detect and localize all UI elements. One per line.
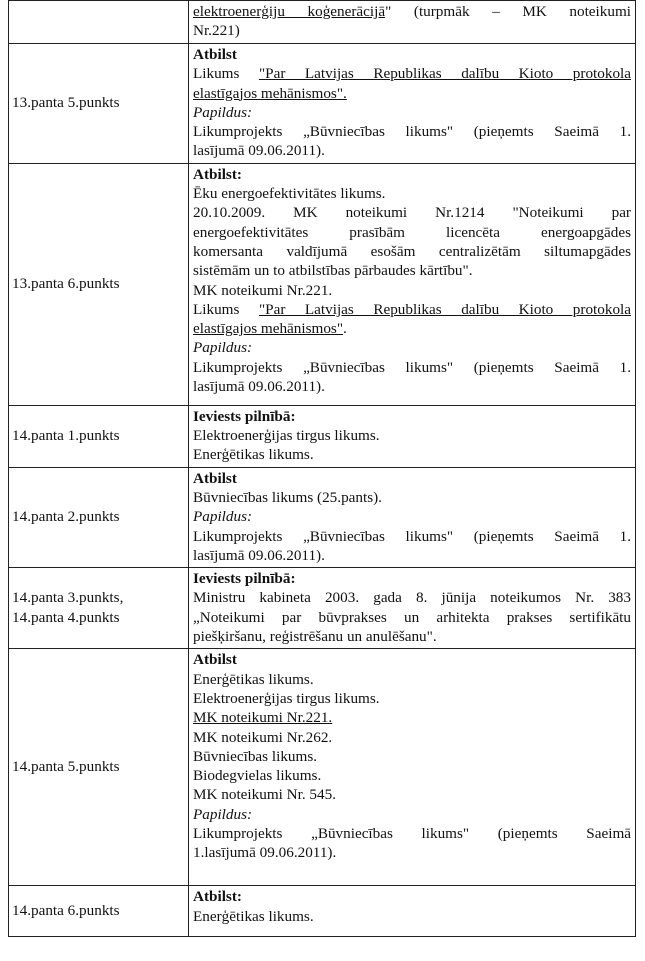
implementation-line [193,64,631,83]
implementation-line [193,527,631,546]
implementation-cell [189,467,636,567]
implementation-line [193,426,631,445]
table-row [9,44,636,164]
article-label: 14.panta 4.punkts [12,608,120,626]
article-cell [9,568,189,649]
implementation-cell [189,649,636,886]
implementation-line [193,300,631,319]
implementation-line [193,469,631,488]
line-text: elektroenerģiju koģenerācijā [193,3,386,20]
implementation-line [193,184,631,203]
implementation-cell [189,1,636,44]
law-title-link: "Par Latvijas Republikas dalību Kioto protokola [258,65,631,83]
line-text: Enerģētikas likums. [193,670,314,688]
table-body [9,1,636,937]
line-text: Ēku energoefektivitātes likums. [193,185,386,203]
implementation-line [193,569,631,588]
line-text: Likumprojekts „Būvniecības likums" (pieņemts Saeimā 1. [193,123,631,141]
implementation-line [193,445,631,464]
line-text: Elektroenerģijas tirgus likums. [193,689,380,707]
implementation-line [193,843,631,862]
line-text: Atbilst: [193,165,242,183]
implementation-cell [189,405,636,467]
article-label: 14.panta 6.punkts [12,902,120,920]
article-label: 14.panta 5.punkts [12,758,120,776]
implementation-line [193,45,631,64]
line-text: Ministru kabineta 2003. gada 8. jūnija noteikumos Nr. 383 [193,589,631,607]
line-text: komersanta valdījumā esošām centralizētām siltumapgādes [193,242,631,260]
implementation-line [193,588,631,607]
table-row [9,163,636,405]
transposition-table [8,0,636,937]
line-text: elastīgajos mehānismos" [193,320,344,338]
implementation-cell [189,886,636,937]
implementation-line [193,103,631,122]
table-row [9,886,636,937]
implementation-line [193,2,631,21]
article-cell [9,1,189,44]
implementation-line [193,122,631,141]
implementation-line [193,223,631,242]
table-row [9,568,636,649]
implementation-line [193,728,631,747]
table-row [9,467,636,567]
implementation-line [193,785,631,804]
line-text: Likumprojekts „Būvniecības likums" (pieņemts Saeimā 1. [193,527,631,545]
line-text: lasījumā 09.06.2011). [193,546,325,564]
line-text: Papildus: [193,805,253,823]
article-cell [9,886,189,937]
implementation-line [193,546,631,565]
implementation-line [193,407,631,426]
line-text: lasījumā 09.06.2011). [193,142,325,160]
line-text: Likumprojekts „Būvniecības likums" (pieņemts Saeimā 1. [193,358,631,376]
implementation-line [193,887,631,906]
line-text: Likums [193,300,259,318]
line-text: Papildus: [193,103,253,121]
line-tail: . [343,320,347,338]
implementation-line [193,650,631,669]
implementation-line [193,507,631,526]
implementation-line [193,338,631,357]
implementation-line [193,670,631,689]
line-text: Papildus: [193,508,253,526]
implementation-cell [189,44,636,164]
line-text: MK noteikumi Nr.221. [193,281,333,299]
line-text: Ieviests pilnībā: [193,407,296,425]
line-text: Ieviests pilnībā: [193,570,296,588]
implementation-line [193,242,631,261]
line-text: Enerģētikas likums. [193,446,314,464]
line-text: Likums [193,65,259,83]
implementation-line [193,766,631,785]
line-text: MK noteikumi Nr. 545. [193,786,337,804]
line-text: Būvniecības likums. [193,747,318,765]
line-text: lasījumā 09.06.2011). [193,378,325,396]
line-text: Atbilst [193,651,237,669]
implementation-line [193,708,631,727]
line-text: Atbilst [193,469,237,487]
line-text: sistēmām un to atbilstības pārbaudes kārtību". [193,262,473,280]
implementation-line [193,907,631,926]
table-row [9,1,636,44]
implementation-line [193,805,631,824]
implementation-line [193,488,631,507]
article-cell [9,467,189,567]
article-label: 14.panta 2.punkts [12,508,120,526]
line-text: Enerģētikas likums. [193,907,314,925]
article-cell [9,405,189,467]
line-text: 20.10.2009. MK noteikumi Nr.1214 "Noteikumi par [193,204,631,222]
article-cell [9,649,189,886]
line-text: „Noteikumi par būvprakses un arhitekta prakses sertifikātu [193,608,631,626]
line-text: MK noteikumi Nr.221. [193,709,333,727]
implementation-line [193,165,631,184]
table-row [9,405,636,467]
line-text: Elektroenerģijas tirgus likums. [193,427,380,445]
article-label: 13.panta 5.punkts [12,94,120,112]
article-label: 14.panta 1.punkts [12,427,120,445]
implementation-line [193,377,631,396]
line-text: Atbilst [193,46,237,63]
implementation-line [193,319,631,338]
implementation-line [193,21,631,40]
line-text: Atbilst: [193,888,242,906]
line-text: 1.lasījumā 09.06.2011). [193,844,337,862]
article-label: 13.panta 6.punkts [12,275,120,293]
line-text: piešķiršanu, reģistrēšanu un anulēšanu". [193,628,437,646]
table-row [9,649,636,886]
line-text: Būvniecības likums (25.pants). [193,488,382,506]
line-tail: " (turpmāk – MK noteikumi [385,3,631,20]
line-text: energoefektivitātes prasībām licencēta energoapgādes [193,223,631,241]
line-text: Papildus: [193,339,253,357]
article-label: 14.panta 3.punkts, [12,589,124,607]
implementation-cell [189,163,636,405]
line-text: MK noteikumi Nr.262. [193,728,333,746]
implementation-line [193,689,631,708]
implementation-line [193,281,631,300]
implementation-line [193,824,631,843]
implementation-line [193,203,631,222]
implementation-line [193,84,631,103]
law-title-link: "Par Latvijas Republikas dalību Kioto protokola [258,300,631,318]
line-text: Nr.221) [193,22,240,40]
implementation-line [193,747,631,766]
line-text: elastīgajos mehānismos". [193,84,347,102]
implementation-cell [189,568,636,649]
implementation-line [193,261,631,280]
article-cell [9,163,189,405]
line-text: Biodegvielas likums. [193,767,322,785]
implementation-line [193,358,631,377]
implementation-line [193,141,631,160]
implementation-line [193,627,631,646]
article-cell [9,44,189,164]
line-text: Likumprojekts „Būvniecības likums" (pieņemts Saeimā [193,825,631,843]
implementation-line [193,608,631,627]
